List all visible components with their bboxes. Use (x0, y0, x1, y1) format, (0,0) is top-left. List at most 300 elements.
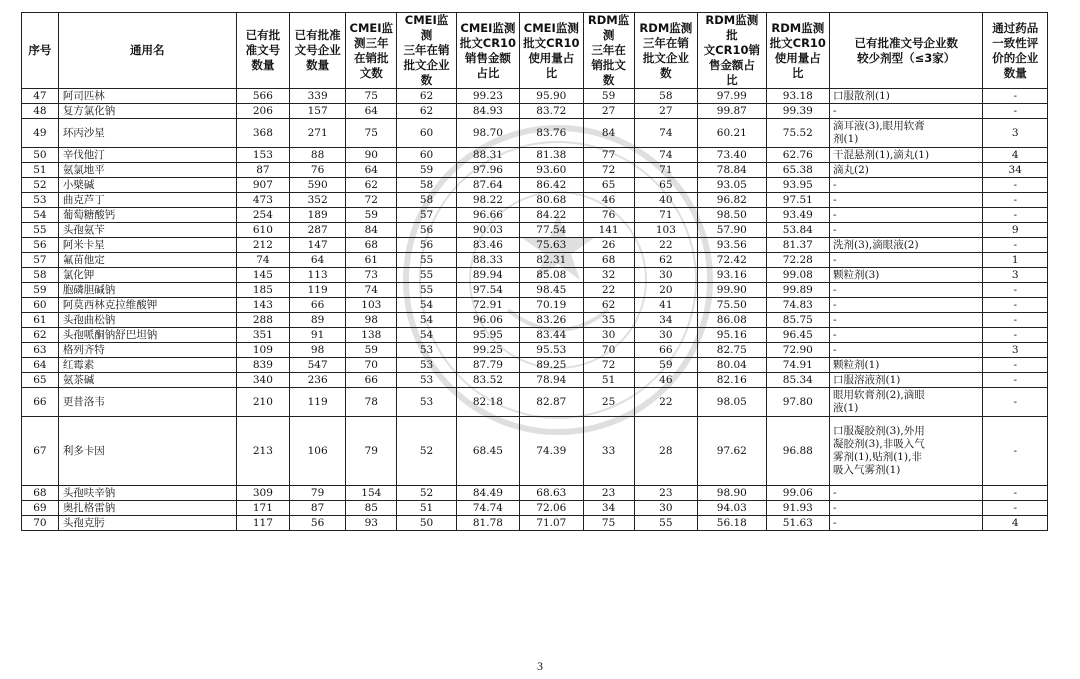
table-cell: 98.22 (456, 193, 519, 208)
table-cell: 56.18 (698, 516, 767, 531)
table-cell: 339 (289, 89, 345, 104)
table-cell: 97.62 (698, 417, 767, 486)
drug-name-cell: 氨茶碱 (58, 373, 236, 388)
table-cell: 99.90 (698, 283, 767, 298)
table-cell: 97.54 (456, 283, 519, 298)
table-cell: 566 (236, 89, 289, 104)
table-cell: 62 (397, 104, 456, 119)
table-cell: 138 (346, 328, 397, 343)
table-cell: 74 (634, 148, 697, 163)
table-cell: 58 (634, 89, 697, 104)
table-cell: 40 (634, 193, 697, 208)
table-cell: 99.87 (698, 104, 767, 119)
table-cell: 62 (346, 178, 397, 193)
table-cell: 351 (236, 328, 289, 343)
row-number-cell: 61 (22, 313, 59, 328)
table-cell: 84.49 (456, 486, 519, 501)
table-row (22, 163, 1048, 178)
dosage-forms-cell: - (830, 516, 983, 531)
table-row (22, 119, 1048, 148)
table-cell: 236 (289, 373, 345, 388)
table-cell: 83.26 (520, 313, 583, 328)
table-cell: 189 (289, 208, 345, 223)
table-row (22, 268, 1048, 283)
drug-name-cell: 红霉素 (58, 358, 236, 373)
table-cell: 839 (236, 358, 289, 373)
table-row (22, 178, 1048, 193)
table-cell: 72 (583, 163, 634, 178)
table-cell: 99.08 (766, 268, 829, 283)
table-cell: 185 (236, 283, 289, 298)
table-cell: 88.33 (456, 253, 519, 268)
table-cell: 103 (634, 223, 697, 238)
dosage-forms-cell: - (830, 313, 983, 328)
drug-name-cell: 头孢氨苄 (58, 223, 236, 238)
row-number-cell: 47 (22, 89, 59, 104)
row-number-cell: 50 (22, 148, 59, 163)
column-header: 通用名 (58, 13, 236, 89)
table-cell: - (983, 388, 1048, 417)
drug-name-cell: 葡萄糖酸钙 (58, 208, 236, 223)
table-cell: 71 (634, 208, 697, 223)
table-cell: 46 (634, 373, 697, 388)
table-cell: 23 (583, 486, 634, 501)
table-cell: 254 (236, 208, 289, 223)
table-cell: 99.25 (456, 343, 519, 358)
table-cell: 81.38 (520, 148, 583, 163)
column-header: 已有批准 文号企业 数量 (289, 13, 345, 89)
table-cell: 60.21 (698, 119, 767, 148)
table-cell: 30 (634, 328, 697, 343)
table-cell: 1 (983, 253, 1048, 268)
table-cell: 83.52 (456, 373, 519, 388)
column-header: RDM监测 三年在销 批文企业 数 (634, 13, 697, 89)
table-cell: 60 (397, 148, 456, 163)
dosage-forms-cell: 洗剂(3),滴眼液(2) (830, 238, 983, 253)
table-cell: 88.31 (456, 148, 519, 163)
table-cell: 65 (634, 178, 697, 193)
drug-name-cell: 阿莫西林克拉维酸钾 (58, 298, 236, 313)
row-number-cell: 64 (22, 358, 59, 373)
table-cell: 83.76 (520, 119, 583, 148)
table-cell: 20 (634, 283, 697, 298)
table-cell: 68 (346, 238, 397, 253)
table-cell: 22 (634, 388, 697, 417)
table-row (22, 298, 1048, 313)
table-row (22, 253, 1048, 268)
table-cell: - (983, 298, 1048, 313)
table-cell: 96.88 (766, 417, 829, 486)
table-header (22, 13, 1048, 89)
table-cell: 154 (346, 486, 397, 501)
row-number-cell: 60 (22, 298, 59, 313)
row-number-cell: 70 (22, 516, 59, 531)
table-cell: 3 (983, 343, 1048, 358)
table-cell: 34 (983, 163, 1048, 178)
table-cell: 51 (583, 373, 634, 388)
table-cell: 77 (583, 148, 634, 163)
table-cell: 87.79 (456, 358, 519, 373)
dosage-forms-cell: - (830, 328, 983, 343)
table-cell: 55 (397, 268, 456, 283)
table-cell: 23 (634, 486, 697, 501)
table-cell: 93.60 (520, 163, 583, 178)
drug-name-cell: 奥扎格雷钠 (58, 501, 236, 516)
data-table (21, 12, 1048, 531)
table-cell: 74 (634, 119, 697, 148)
table-cell: 72.90 (766, 343, 829, 358)
table-cell: 22 (583, 283, 634, 298)
table-cell: 53 (397, 343, 456, 358)
table-cell: 64 (346, 163, 397, 178)
table-cell: 75 (346, 89, 397, 104)
table-cell: 72.28 (766, 253, 829, 268)
table-cell: 309 (236, 486, 289, 501)
column-header: CMEI监测 批文CR10 销售金额 占比 (456, 13, 519, 89)
row-number-cell: 49 (22, 119, 59, 148)
dosage-forms-cell: - (830, 104, 983, 119)
table-cell: 95.53 (520, 343, 583, 358)
table-cell: 109 (236, 343, 289, 358)
table-cell: 86.08 (698, 313, 767, 328)
table-cell: 610 (236, 223, 289, 238)
table-cell: 74 (346, 283, 397, 298)
table-cell: 59 (346, 208, 397, 223)
table-cell: 106 (289, 417, 345, 486)
table-cell: 28 (634, 417, 697, 486)
table-cell: 99.89 (766, 283, 829, 298)
table-cell: 95.95 (456, 328, 519, 343)
table-cell: 171 (236, 501, 289, 516)
table-cell: 53 (397, 388, 456, 417)
row-number-cell: 67 (22, 417, 59, 486)
table-cell: 210 (236, 388, 289, 417)
table-cell: 93.05 (698, 178, 767, 193)
table-row (22, 373, 1048, 388)
table-cell: 96.45 (766, 328, 829, 343)
table-row (22, 501, 1048, 516)
table-cell: 98.90 (698, 486, 767, 501)
table-cell: 97.80 (766, 388, 829, 417)
row-number-cell: 58 (22, 268, 59, 283)
table-cell: 75.52 (766, 119, 829, 148)
table-cell: 55 (634, 516, 697, 531)
dosage-forms-cell: - (830, 283, 983, 298)
table-cell: 74.91 (766, 358, 829, 373)
table-row (22, 283, 1048, 298)
row-number-cell: 56 (22, 238, 59, 253)
table-cell: 32 (583, 268, 634, 283)
table-cell: 30 (634, 268, 697, 283)
dosage-forms-cell: 滴丸(2) (830, 163, 983, 178)
table-cell: 41 (634, 298, 697, 313)
table-cell: 62 (583, 298, 634, 313)
header-row (22, 13, 1048, 89)
table-cell: 84.93 (456, 104, 519, 119)
table-cell: 58 (397, 178, 456, 193)
table-cell: 91.93 (766, 501, 829, 516)
table-cell: 59 (397, 163, 456, 178)
table-cell: 66 (289, 298, 345, 313)
table-cell: 72 (583, 358, 634, 373)
table-cell: 61 (346, 253, 397, 268)
table-cell: 4 (983, 148, 1048, 163)
table-cell: 93.49 (766, 208, 829, 223)
dosage-forms-cell: - (830, 208, 983, 223)
table-cell: 85.08 (520, 268, 583, 283)
table-cell: 271 (289, 119, 345, 148)
table-cell: 68 (583, 253, 634, 268)
table-cell: 51 (397, 501, 456, 516)
table-cell: 73.40 (698, 148, 767, 163)
table-row (22, 486, 1048, 501)
table-cell: 51.63 (766, 516, 829, 531)
table-row (22, 193, 1048, 208)
drug-name-cell: 头孢呋辛钠 (58, 486, 236, 501)
drug-name-cell: 头孢克肟 (58, 516, 236, 531)
table-row (22, 343, 1048, 358)
table-cell: 74.74 (456, 501, 519, 516)
table-cell: 3 (983, 119, 1048, 148)
table-cell: 34 (634, 313, 697, 328)
row-number-cell: 65 (22, 373, 59, 388)
table-cell: - (983, 193, 1048, 208)
table-cell: 103 (346, 298, 397, 313)
column-header: 序号 (22, 13, 59, 89)
dosage-forms-cell: - (830, 486, 983, 501)
table-cell: 65 (583, 178, 634, 193)
table-cell: 77.54 (520, 223, 583, 238)
drug-name-cell: 小檗碱 (58, 178, 236, 193)
dosage-forms-cell: 滴耳液(3),眼用软膏 剂(1) (830, 119, 983, 148)
table-cell: 27 (583, 104, 634, 119)
table-cell: 340 (236, 373, 289, 388)
table-row (22, 388, 1048, 417)
table-cell: 96.06 (456, 313, 519, 328)
table-cell: 66 (634, 343, 697, 358)
dosage-forms-cell: - (830, 501, 983, 516)
table-cell: - (983, 208, 1048, 223)
table-cell: 22 (634, 238, 697, 253)
table-cell: 3 (983, 268, 1048, 283)
table-cell: 98.50 (698, 208, 767, 223)
table-cell: 82.75 (698, 343, 767, 358)
table-cell: 74.39 (520, 417, 583, 486)
table-row (22, 313, 1048, 328)
table-cell: 59 (583, 89, 634, 104)
table-row (22, 148, 1048, 163)
table-cell: 76 (289, 163, 345, 178)
table-cell: 71 (634, 163, 697, 178)
column-header: CMEI监测 三年在销 批文企业 数 (397, 13, 456, 89)
column-header: CMEI监测 批文CR10 使用量占 比 (520, 13, 583, 89)
table-cell: 75 (346, 119, 397, 148)
table-cell: 79 (289, 486, 345, 501)
dosage-forms-cell: - (830, 193, 983, 208)
table-cell: 35 (583, 313, 634, 328)
table-cell: 68.63 (520, 486, 583, 501)
table-cell: 54 (397, 298, 456, 313)
table-cell: 55 (397, 283, 456, 298)
table-cell: - (983, 104, 1048, 119)
table-cell: 79 (346, 417, 397, 486)
table-cell: 95.16 (698, 328, 767, 343)
table-cell: 74 (236, 253, 289, 268)
table-cell: 60 (397, 119, 456, 148)
table-cell: 4 (983, 516, 1048, 531)
table-cell: 33 (583, 417, 634, 486)
dosage-forms-cell: - (830, 178, 983, 193)
table-cell: 71.07 (520, 516, 583, 531)
table-cell: 72.06 (520, 501, 583, 516)
column-header: 通过药品 一致性评 价的企业 数量 (983, 13, 1048, 89)
table-cell: 213 (236, 417, 289, 486)
table-cell: 96.66 (456, 208, 519, 223)
table-cell: 70.19 (520, 298, 583, 313)
table-cell: 72 (346, 193, 397, 208)
table-cell: 84 (346, 223, 397, 238)
dosage-forms-cell: 颗粒剂(1) (830, 358, 983, 373)
table-cell: 66 (346, 373, 397, 388)
table-cell: 76 (583, 208, 634, 223)
table-cell: 53.84 (766, 223, 829, 238)
row-number-cell: 57 (22, 253, 59, 268)
table-cell: 86.42 (520, 178, 583, 193)
drug-name-cell: 氯化钾 (58, 268, 236, 283)
table-cell: 87 (236, 163, 289, 178)
drug-name-cell: 更昔洛韦 (58, 388, 236, 417)
table-cell: 65.38 (766, 163, 829, 178)
table-cell: 907 (236, 178, 289, 193)
table-cell: 78.84 (698, 163, 767, 178)
table-cell: 78.94 (520, 373, 583, 388)
table-cell: 30 (634, 501, 697, 516)
table-row (22, 104, 1048, 119)
table-cell: 34 (583, 501, 634, 516)
table-cell: 52 (397, 486, 456, 501)
drug-name-cell: 阿米卡星 (58, 238, 236, 253)
table-cell: 72.91 (456, 298, 519, 313)
table-cell: 206 (236, 104, 289, 119)
table-cell: 147 (289, 238, 345, 253)
drug-name-cell: 曲克芦丁 (58, 193, 236, 208)
table-cell: 93.16 (698, 268, 767, 283)
table-cell: - (983, 238, 1048, 253)
table-cell: 75.50 (698, 298, 767, 313)
table-cell: 82.87 (520, 388, 583, 417)
table-cell: 53 (397, 358, 456, 373)
dosage-forms-cell: 颗粒剂(3) (830, 268, 983, 283)
table-cell: 54 (397, 328, 456, 343)
column-header: RDM监测 批文CR10 使用量占 比 (766, 13, 829, 89)
table-cell: 145 (236, 268, 289, 283)
table-cell: 352 (289, 193, 345, 208)
table-cell: 64 (289, 253, 345, 268)
dosage-forms-cell: - (830, 253, 983, 268)
column-header: RDM监测批 文CR10销 售金额占 比 (698, 13, 767, 89)
table-cell: 56 (289, 516, 345, 531)
table-row (22, 358, 1048, 373)
table-cell: 98.70 (456, 119, 519, 148)
row-number-cell: 53 (22, 193, 59, 208)
table-cell: 30 (583, 328, 634, 343)
drug-name-cell: 环丙沙星 (58, 119, 236, 148)
dosage-forms-cell: - (830, 223, 983, 238)
table-cell: 547 (289, 358, 345, 373)
drug-name-cell: 氨氯地平 (58, 163, 236, 178)
row-number-cell: 68 (22, 486, 59, 501)
table-cell: - (983, 486, 1048, 501)
page-number: 3 (537, 659, 543, 673)
table-cell: 93.18 (766, 89, 829, 104)
table-cell: 93 (346, 516, 397, 531)
table-cell: 113 (289, 268, 345, 283)
table-row (22, 328, 1048, 343)
table-cell: 56 (397, 223, 456, 238)
table-cell: 89.25 (520, 358, 583, 373)
table-cell: 98 (289, 343, 345, 358)
table-row (22, 238, 1048, 253)
drug-name-cell: 氟苗他定 (58, 253, 236, 268)
drug-name-cell: 格列齐特 (58, 343, 236, 358)
table-cell: 57.90 (698, 223, 767, 238)
table-cell: - (983, 358, 1048, 373)
table-cell: 81.78 (456, 516, 519, 531)
table-row (22, 516, 1048, 531)
dosage-forms-cell: 口服溶液剂(1) (830, 373, 983, 388)
table-cell: 70 (583, 343, 634, 358)
row-number-cell: 69 (22, 501, 59, 516)
table-cell: - (983, 283, 1048, 298)
table-cell: 85.34 (766, 373, 829, 388)
dosage-forms-cell: 干混悬剂(1),滴丸(1) (830, 148, 983, 163)
drug-name-cell: 复方氯化钠 (58, 104, 236, 119)
table-cell: 50 (397, 516, 456, 531)
table-cell: - (983, 501, 1048, 516)
table-cell: 90.03 (456, 223, 519, 238)
table-cell: 52 (397, 417, 456, 486)
table-cell: - (983, 178, 1048, 193)
table-cell: 98 (346, 313, 397, 328)
table-cell: 119 (289, 283, 345, 298)
row-number-cell: 54 (22, 208, 59, 223)
table-cell: 99.39 (766, 104, 829, 119)
table-cell: 46 (583, 193, 634, 208)
table-cell: 143 (236, 298, 289, 313)
table-cell: 64 (346, 104, 397, 119)
table-cell: 288 (236, 313, 289, 328)
drug-name-cell: 利多卡因 (58, 417, 236, 486)
table-cell: 96.82 (698, 193, 767, 208)
table-cell: 82.16 (698, 373, 767, 388)
row-number-cell: 62 (22, 328, 59, 343)
drug-name-cell: 阿司匹林 (58, 89, 236, 104)
table-body (22, 89, 1048, 531)
table-cell: 93.95 (766, 178, 829, 193)
table-cell: 75 (583, 516, 634, 531)
table-cell: 157 (289, 104, 345, 119)
table-cell: - (983, 417, 1048, 486)
table-cell: 141 (583, 223, 634, 238)
table-cell: 153 (236, 148, 289, 163)
table-cell: 99.06 (766, 486, 829, 501)
table-cell: 117 (236, 516, 289, 531)
table-row (22, 89, 1048, 104)
table-cell: 75.63 (520, 238, 583, 253)
table-cell: 25 (583, 388, 634, 417)
dosage-forms-cell: 眼用软膏剂(2),滴眼 液(1) (830, 388, 983, 417)
table-cell: - (983, 328, 1048, 343)
